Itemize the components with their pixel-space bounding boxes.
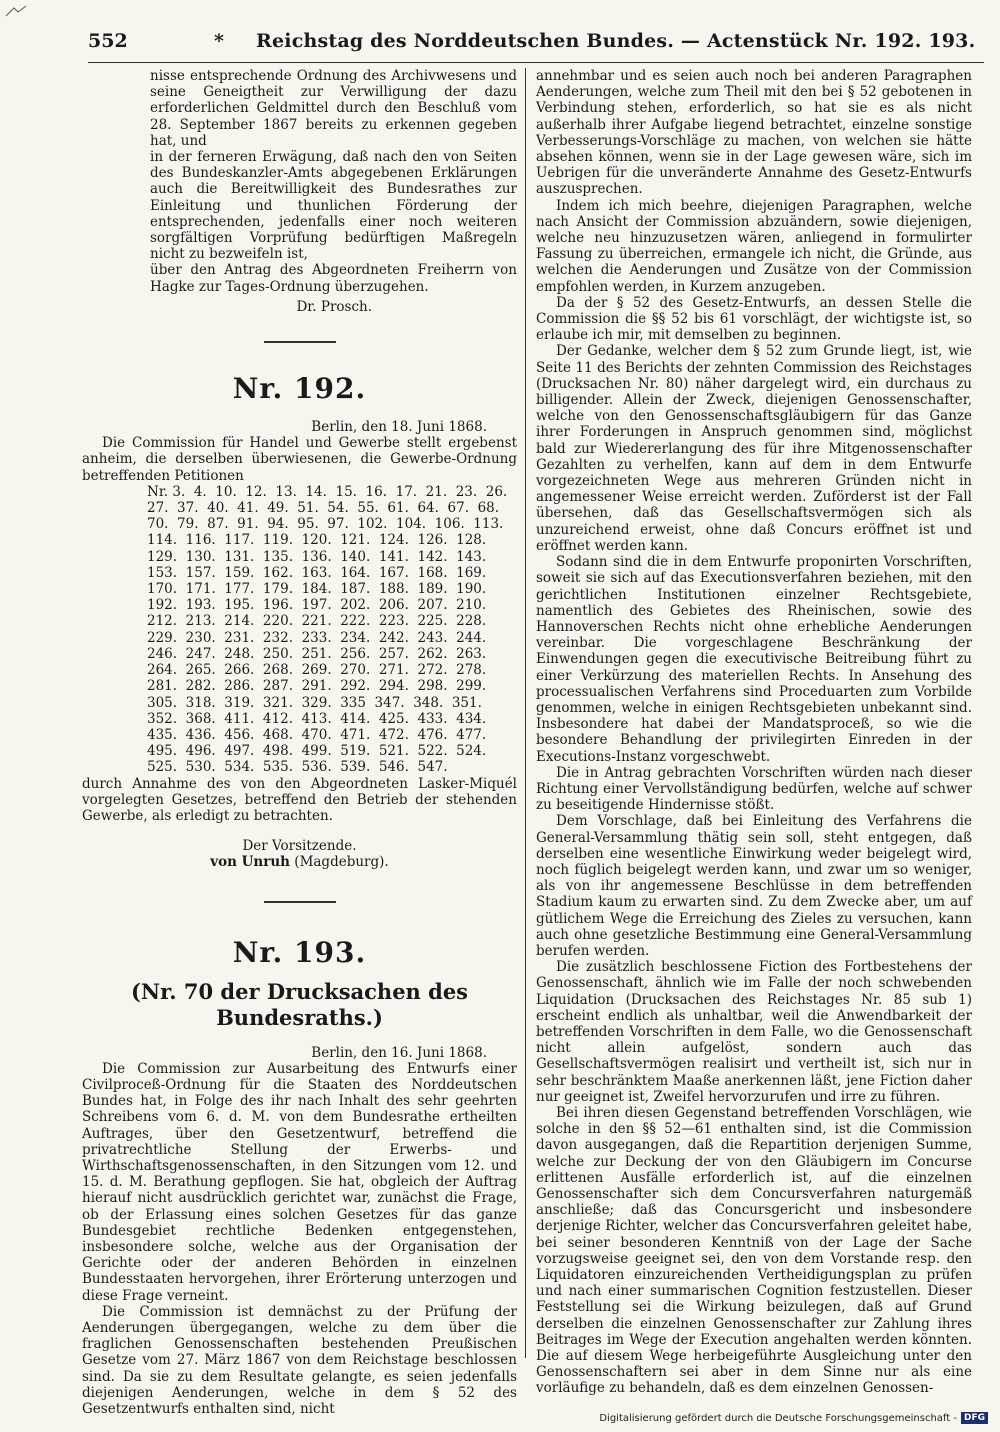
right-paragraph-2: Indem ich mich beehre, diejenigen Paragraphen, welche nach Ansicht der Commission abzuändern, sowie diejenigen, welche neu hinzuzusetzen wären, anliegend in formulirter Fassung zu überreichen, ermangele ich nicht, die Gründe, aus welchen die Aenderungen und Zusätze von der Commission empfohlen werden, in Kurzem anzugeben. (536, 197, 972, 295)
header-rule (88, 62, 984, 63)
petition-row: 170. 171. 177. 179. 184. 187. 188. 189. 190. (147, 581, 487, 598)
left-paragraph-3: über den Antrag des Abgeordneten Freiherrn von Hagke zur Tages-Ordnung überzugehen. (150, 262, 517, 295)
petition-row: 305. 318. 319. 321. 329. 335 347. 348. 351. (147, 694, 482, 711)
petition-row: 495. 496. 497. 498. 499. 519. 521. 522. 524. (147, 743, 487, 760)
petition-row: 281. 282. 286. 287. 291. 292. 294. 298. 299. (147, 678, 487, 695)
right-paragraph-1: annehmbar und es seien auch noch bei anderen Paragraphen Aenderungen, welche zum Theil mit den bei § 52 gebotenen in Verbindung stehen, erforderlich, so hat sie es als nicht außerhalb ihrer Aufgabe liegend betrachtet, einzelne sonstige Verbesserungs-Vorschläge zu machen, von welchen sie hätte absehen können, wenn sie in der Lage gewesen wäre, sich im Uebrigen für die unveränderte Annahme des Gesetz-Entwurfs auszusprechen. (536, 68, 972, 198)
right-paragraph-9: Bei ihren diesen Gegenstand betreffenden Vorschlägen, wie solche in den §§ 52—61 enthalten sind, ist die Commission davon ausgegangen, daß die Repartition derjenigen Summe, welche zur Deckung der von den Gläubigern im Concurse erlittenen Ausfälle erforderlich ist, auf die einzelnen Genossenschafter sich dem Concursverfahren naturgemäß anschließe; daß das Concursgericht und insbesondere derjenige Richter, welcher das Concursverfahren geleitet habe, bei seiner besonderen Kenntniß von der Lage der Sache vorzugsweise geeignet sei, den von dem Vorstande resp. den Liquidatoren einzureichenden Vertheidigungsplan zu prüfen und nach einer summarischen Cognition festzustellen. Dieser Feststellung sei die Wirkung beizulegen, daß auf Grund derselben die einzelnen Genossenschafter zur Zahlung ihres Beitrages im Wege der Execution angehalten werden könnten. Die auf diesem Wege herbeigeführte Ausgleichung unter den Genossenschaftern sei aber in dem Sinne nur als eine vorläufige zu behandeln, daß es dem einzelnen Genossen- (536, 1105, 972, 1397)
petition-row: 192. 193. 195. 196. 197. 202. 206. 207. 210. (147, 597, 487, 614)
left-paragraph-1: nisse entsprechende Ordnung des Archivwesens und seine Geneigtheit zur Verwilligung der dazu erforderlichen Geldmittel durch den Beschluß vom 28. September 1867 bereits zu erkennen gegeben hat, und (150, 68, 517, 149)
section-number-192: Nr. 192. (232, 372, 367, 406)
petition-row: 246. 247. 248. 250. 251. 256. 257. 262. 263. (147, 645, 487, 662)
left-paragraph-5: durch Annahme des von den Abgeordneten Lasker-Miquél vorgelegten Gesetzes, betreffend den Betrieb der stehenden Gewerbe, als erledigt zu betrachten. (82, 775, 517, 824)
left-paragraph-4: Die Commission für Handel und Gewerbe stellt ergebenst anheim, die derselben überwiesenen, die Gewerbe-Ordnung betreffenden Petitionen (82, 435, 517, 484)
dfg-logo: DFG (961, 1412, 988, 1424)
petition-row: 525. 530. 534. 535. 536. 539. 546. 547. (147, 759, 448, 776)
date-192: Berlin, den 18. Juni 1868. (311, 419, 487, 436)
right-paragraph-5: Sodann sind die in dem Entwurfe proponirten Vorschriften, soweit sie sich auf das Executionsverfahren beziehen, mit den gerichtlichen Institutionen einzelner Rechtsgebiete, namentlich des Gebietes des Rheinischen, sowie des Hannoverschen Rechts nicht ohne erhebliche Aenderungen vereinbar. Die vorgeschlagene Beschränkung der Einwendungen gegen die executivische Beitreibung führt zu einer Verkürzung des materiellen Rechts. In Ansehung des processualischen Verfahrens sind Proceduarten zum Vorbilde genommen, welche in einigen Rechtsgebieten unbekannt sind. Insbesondere hat dabei der Mandatsproceß, so wie die besondere Behandlung der privilegirten Einreden in der Executions-Instanz vorgeschwebt. (536, 554, 972, 765)
chair-place: (Magdeburg). (294, 854, 389, 871)
digitization-footer (599, 1412, 988, 1424)
petition-row: 264. 265. 266. 268. 269. 270. 271. 272. 278. (147, 662, 487, 679)
date-193: Berlin, den 16. Juni 1868. (311, 1044, 487, 1061)
petition-number-list (82, 484, 517, 776)
footer-credit: Digitalisierung gefördert durch die Deutsche Forschungsgemeinschaft - (599, 1412, 957, 1424)
petition-row: 435. 436. 456. 468. 470. 471. 472. 476. 477. (147, 726, 487, 743)
right-paragraph-6: Die in Antrag gebrachten Vorschriften würden nach dieser Richtung einer Vervollständigung bedürfen, welche auf schwer zu beseitigende Hindernisse stößt. (536, 764, 972, 814)
right-column (536, 68, 972, 1397)
petition-row: 153. 157. 159. 162. 163. 164. 167. 168. 169. (147, 564, 487, 581)
section-divider (264, 341, 336, 343)
chair-title: Der Vorsitzende. (242, 838, 357, 855)
chair-name: von Unruh (210, 854, 290, 871)
chair-signature (82, 854, 517, 870)
petition-row: 114. 116. 117. 119. 120. 121. 124. 126. 128. (147, 532, 487, 549)
petition-row: 352. 368. 411. 412. 413. 414. 425. 433. 434. (147, 710, 487, 727)
corner-mark-icon (4, 4, 28, 18)
right-paragraph-3: Da der § 52 des Gesetz-Entwurfs, an dessen Stelle die Commission die §§ 52 bis 61 vorschlägt, der wichtigste ist, so erlaube ich mir, mit demselben zu beginnen. (536, 294, 972, 344)
section-divider (264, 901, 336, 903)
petition-row: 212. 213. 214. 220. 221. 222. 223. 225. 228. (147, 613, 487, 630)
petition-row: 27. 37. 40. 41. 49. 51. 54. 55. 61. 64. 67. 68. (147, 500, 500, 517)
section-subtitle-193: (Nr. 70 der Drucksachen des Bundesraths.) (130, 978, 468, 1030)
running-header (88, 30, 984, 56)
petition-row: Nr. 3. 4. 10. 12. 13. 14. 15. 16. 17. 21. 23. 26. (147, 483, 508, 500)
left-paragraph-6: Die Commission zur Ausarbeitung des Entwurfs einer Civilproceß-Ordnung für die Staaten des Norddeutschen Bundes hat, in Folge des ihr nach Inhalt des sehr geehrten Schreibens vom 6. d. M. von dem Bundesrathe ertheilten Auftrages, über den Gesetzentwurf, betreffend die privatrechtliche Stellung der Erwerbs- und Wirthschaftsgenossenschaften, in den Sitzungen vom 12. und 15. d. M. Berathung gepflogen. Sie hat, obgleich der Auftrag hierauf nicht ausdrücklich gerichtet war, zunächst die Frage, ob der Erlassung eines solchen Gesetzes für das ganze Bundesgebiet rechtliche Bedenken entgegenstehen, insbesondere solche, welche aus der Organisation der Gerichte oder der anderen Behörden in einzelnen Bundesstaaten hervorgehen, ihrer Erörterung unterzogen und diese Frage verneint. (82, 1060, 517, 1304)
left-paragraph-2: in der ferneren Erwägung, daß nach den von Seiten des Bundeskanzler-Amts abgegebenen Erklärungen auch die Bereitwilligkeit des Bundesrathes zur Einleitung und thunlichen Förderung der entsprechenden, jedenfalls einer noch weiteren sorgfältigen Vorprüfung bedürftigen Maßregeln nicht zu bezweifeln ist, (150, 149, 517, 263)
header-title: Reichstag des Norddeutschen Bundes. — Actenstück Nr. 192. 193. (256, 30, 976, 52)
section-number-193: Nr. 193. (232, 935, 367, 969)
petition-row: 70. 79. 87. 91. 94. 95. 97. 102. 104. 106. 113. (147, 516, 504, 533)
left-paragraph-7: Die Commission ist demnächst zu der Prüfung der Aenderungen übergegangen, welche zu dem über die fraglichen Genossenschaften bestehenden Preußischen Gesetze vom 27. März 1867 von dem Reichstage beschlossen sind. Da sie zu dem Resultate gelangte, es seien jedenfalls diejenigen Aenderungen, welche in dem § 52 des Gesetzentwurfs enthalten sind, nicht (82, 1303, 517, 1417)
signature-prosch: Dr. Prosch. (296, 298, 372, 315)
right-paragraph-4: Der Gedanke, welcher dem § 52 zum Grunde liegt, ist, wie Seite 11 des Berichts der zehnten Commission des Reichstages (Drucksachen Nr. 80) näher dargelegt wird, ein durchaus zu billigender. Allein der Zweck, diejenigen Genossenschafter, welche von den Genossenschaftsgläubigern für das Ganze ihrer Forderungen in Anspruch genommen sind, möglichst bald zur Wiedererlangung des für ihre Mitgenossenschafter Gezahlten zu verhelfen, kann auf dem in dem Entwurfe vorgezeichneten Wege aus mehreren Gründen nicht in angemessener Weise erreicht werden. Zuförderst ist der Fall übersehen, daß das Gesellschaftsvermögen sich als unzureichend erweist, ohne daß Concurs eröffnet ist und eröffnet werden kann. (536, 343, 972, 554)
page-number: 552 (88, 30, 128, 52)
petition-row: 129. 130. 131. 135. 136. 140. 141. 142. 143. (147, 548, 487, 565)
right-paragraph-8: Die zusätzlich beschlossene Fiction des Fortbestehens der Genossenschaft, ähnlich wie im Falle der noch schwebenden Liquidation (Drucksachen des Reichstages Nr. 85 sub 1) erscheint endlich als unhaltbar, weil die Anwendbarkeit der betreffenden Vorschriften in dem Falle, wo die Genossenschaft nicht allein aufgelöst, sondern auch das Gesellschaftsvermögen realisirt und vertheilt ist, sich nur in sehr beschränktem Maaße anerkennen läßt, jene Fiction daher nur geeignet ist, Zweifel hervorzurufen und irre zu führen. (536, 959, 972, 1105)
petition-row: 229. 230. 231. 232. 233. 234. 242. 243. 244. (147, 629, 487, 646)
right-paragraph-7: Dem Vorschlage, daß bei Einleitung des Verfahrens die General-Versammlung thätig sein soll, steht entgegen, daß derselben eine wesentliche Einwirkung weder beigelegt wird, noch füglich beigelegt werden kann, und zwar um so weniger, als von ihr angemessene Beschlüsse in dem betreffenden Stadium kaum zu erwarten sind. Zu dem Zwecke aber, um auf gütlichem Wege die Erreichung des Zieles zu versuchen, kann auch ohne gesetzliche Bestimmung eine General-Versammlung berufen werden. (536, 813, 972, 959)
header-separator: * (214, 30, 224, 52)
column-divider (525, 68, 526, 1358)
left-column (82, 68, 517, 1417)
